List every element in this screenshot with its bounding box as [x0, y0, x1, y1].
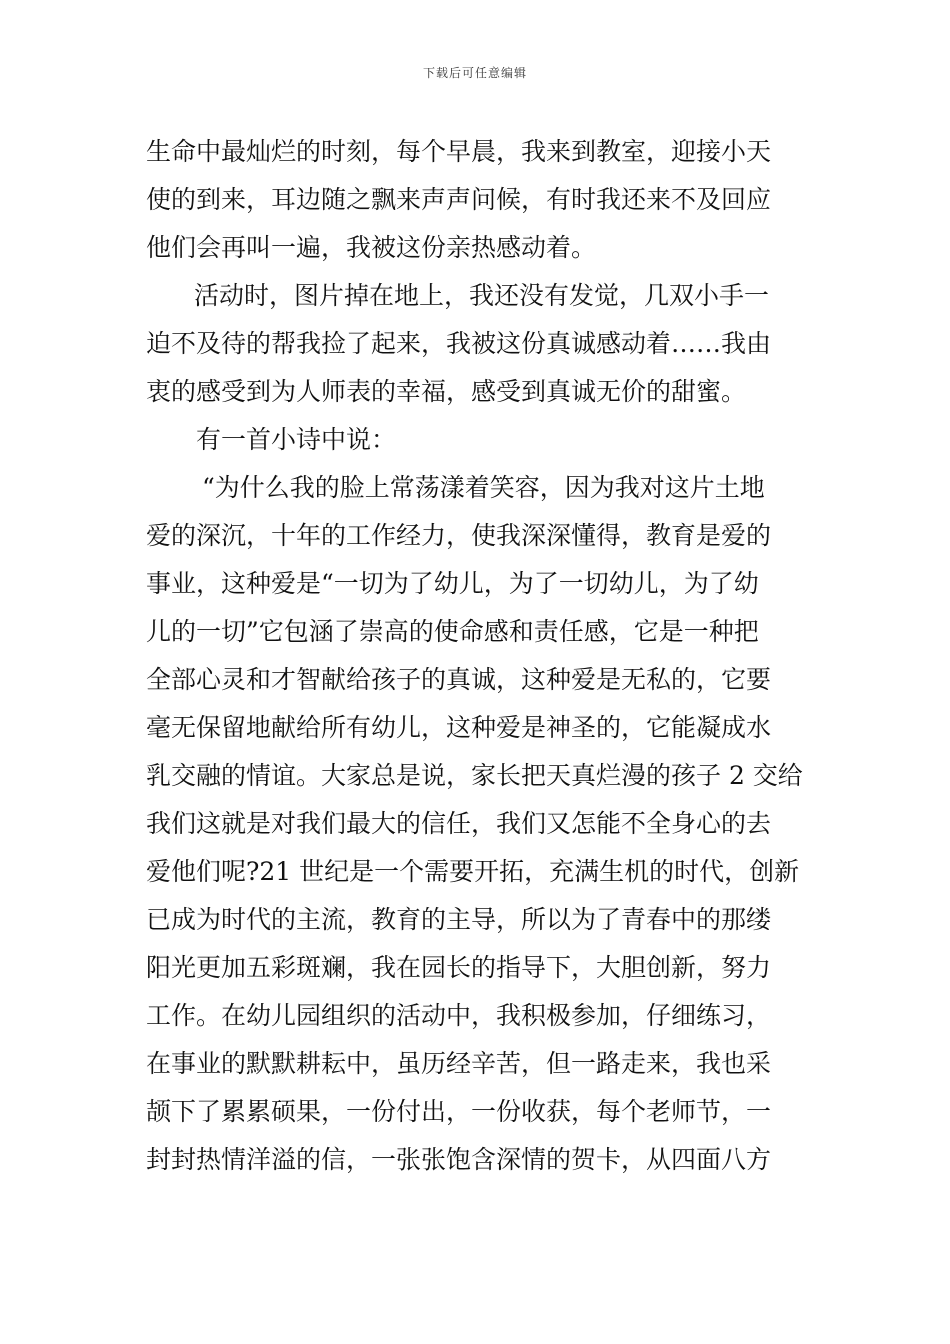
text-line: 我们这就是对我们最大的信任，我们又怎能不全身心的去	[146, 809, 772, 838]
document-body	[146, 128, 814, 1184]
text-line: 阳光更加五彩斑斓，我在园长的指导下，大胆创新，努力	[146, 953, 772, 982]
text-line: 爱他们呢?21 世纪是一个需要开拓，充满生机的时代，创新	[146, 857, 800, 886]
header-note: 下载后可任意编辑	[422, 66, 527, 80]
text-line: 事业，这种爱是“一切为了幼儿，为了一切幼儿，为了幼	[146, 569, 759, 598]
text-line: 活动时，图片掉在地上，我还没有发觉，几双小手一	[194, 281, 770, 310]
text-line: 他们会再叫一遍，我被这份亲热感动着。	[146, 233, 597, 262]
text-line: 生命中最灿烂的时刻，每个早晨，我来到教室，迎接小天	[146, 137, 772, 166]
text-line: 衷的感受到为人师表的幸福，感受到真诚无价的甜蜜。	[146, 377, 747, 406]
text-line: 乳交融的情谊。大家总是说，家长把天真烂漫的孩子 2 交给	[146, 761, 803, 790]
text-line: 使的到来，耳边随之飘来声声问候，有时我还来不及回应	[146, 185, 772, 214]
text-line: 儿的一切”它包涵了崇高的使命感和责任感，它是一种把	[146, 617, 759, 646]
text-line: 颉下了累累硕果，一份付出，一份收获，每个老师节，一	[146, 1097, 772, 1126]
text-line: 工作。在幼儿园组织的活动中，我积极参加，仔细练习，	[146, 1001, 772, 1030]
text-line: “为什么我的脸上常荡漾着笑容，因为我对这片土地	[202, 473, 765, 502]
text-line: 爱的深沉，十年的工作经力，使我深深懂得，教育是爱的	[146, 521, 772, 550]
text-line: 在事业的默默耕耘中，虽历经辛苦，但一路走来，我也采	[146, 1049, 772, 1078]
text-line: 毫无保留地献给所有幼儿，这种爱是神圣的，它能凝成水	[146, 713, 772, 742]
text-line: 全部心灵和才智献给孩子的真诚，这种爱是无私的，它要	[146, 665, 772, 694]
text-line: 封封热情洋溢的信，一张张饱含深情的贺卡，从四面八方	[146, 1145, 772, 1174]
text-line: 迫不及待的帮我捡了起来，我被这份真诚感动着……我由	[146, 329, 772, 358]
text-line: 有一首小诗中说：	[196, 425, 397, 454]
text-line: 已成为时代的主流，教育的主导，所以为了青春中的那缕	[146, 905, 772, 934]
